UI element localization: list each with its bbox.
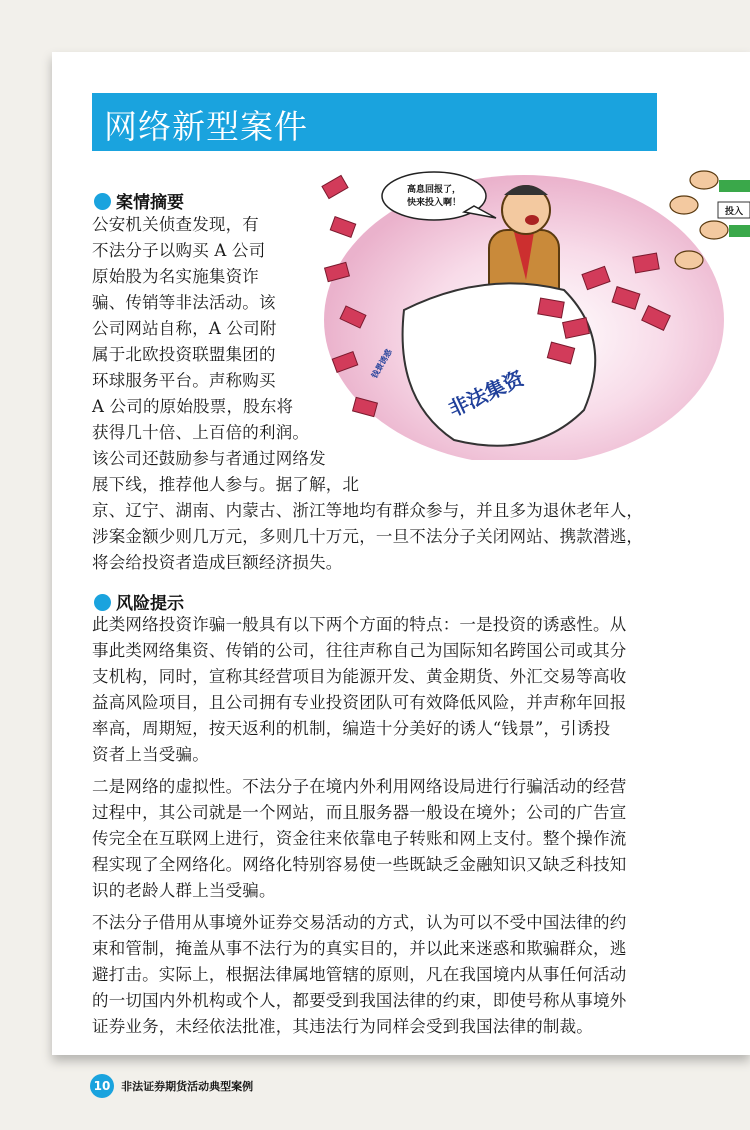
summary-line: 原始股为名实施集资诈 (92, 267, 259, 286)
risk-p3-line: 证券业务，未经依法批准，其违法行为同样会受到我国法律的制裁。 (92, 1017, 593, 1036)
page-footer (90, 1074, 253, 1098)
section-heading-risk (94, 589, 184, 614)
summary-line: 展下线，推荐他人参与。据了解，北 (92, 475, 360, 494)
bag-label: 非法集资 (444, 365, 528, 422)
speech-line-1: 高息回报了， (406, 185, 462, 195)
risk-p3-line: 避打击。实际上，根据法律属地管辖的原则，凡在我国境内从事任何活动 (92, 965, 627, 984)
risk-p2-line: 识的老龄人群上当受骗。 (92, 881, 276, 900)
risk-p2-line: 二是网络的虚拟性。不法分子在境内外利用网络设局进行行骗活动的经营 (92, 777, 627, 796)
summary-line: 骗、传销等非法活动。该 (92, 293, 276, 312)
risk-p1-line: 益高风险项目，且公司拥有专业投资团队可有效降低风险，并声称年回报 (92, 693, 627, 712)
sign-label: 投入 (724, 207, 744, 217)
page-number: 10 (90, 1074, 114, 1098)
risk-heading-text: 风险提示 (116, 594, 184, 614)
bullet-dot-icon (94, 193, 111, 210)
risk-p1-line: 资者上当受骗。 (92, 745, 209, 764)
summary-line: 公安机关侦查发现，有 (92, 215, 259, 234)
risk-p3-line: 的一切国内外机构或个人，都要受到我国法律的约束，即使号称从事境外 (92, 991, 627, 1010)
risk-p2-line: 过程中，其公司就是一个网站，而且服务器一般设在境外；公司的广告宣 (92, 803, 627, 822)
summary-line: 环球服务平台。声称购买 (92, 371, 276, 390)
risk-p1-line: 此类网络投资诈骗一般具有以下两个方面的特点：一是投资的诱惑性。从 (92, 615, 627, 634)
summary-line: 将会给投资者造成巨额经济损失。 (92, 553, 343, 572)
speech-line-2: 快来投入啊！ (406, 198, 462, 208)
summary-line: 不法分子以购买 A 公司 (92, 241, 266, 260)
risk-p1-line: 支机构，同时，宣称其经营项目为能源开发、黄金期货、外汇交易等高收 (92, 667, 627, 686)
summary-heading-text: 案情摘要 (116, 193, 184, 213)
page-title: 网络新型案件 (104, 107, 308, 146)
page (52, 52, 750, 1055)
summary-line: A 公司的原始股票，股东将 (92, 397, 294, 416)
book-title: 非法证券期货活动典型案例 (121, 1080, 254, 1093)
summary-line: 涉案金额少则几万元，多则几十万元，一旦不法分子关闭网站、携款潜逃， (92, 527, 644, 546)
summary-line: 京、辽宁、湖南、内蒙古、浙江等地均有群众参与，并且多为退休老年人， (92, 501, 644, 520)
section-heading-summary (94, 188, 184, 213)
risk-p1-line: 率高，周期短，按天返利的机制，编造十分美好的诱人“钱景”，引诱投 (92, 719, 611, 738)
risk-p3-line: 不法分子借用从事境外证券交易活动的方式，认为可以不受中国法律的约 (92, 913, 627, 932)
risk-p3-line: 束和管制，掩盖从事不法行为的真实目的，并以此来迷惑和欺骗群众，逃 (92, 939, 627, 958)
risk-p2-line: 传完全在互联网上进行，资金往来依靠电子转账和网上支付。整个操作流 (92, 829, 627, 848)
summary-line: 获得几十倍、上百倍的利润。 (92, 423, 310, 442)
title-bar (92, 93, 657, 151)
summary-line: 属于北欧投资联盟集团的 (92, 345, 276, 364)
summary-line: 该公司还鼓励参与者通过网络发 (92, 449, 326, 468)
summary-line: 公司网站自称，A 公司附 (92, 319, 277, 338)
illustration-illegal-fundraising (314, 160, 750, 460)
risk-p2-line: 程实现了全网络化。网络化特别容易使一些既缺乏金融知识又缺乏科技知 (92, 855, 627, 874)
risk-p1-line: 事此类网络集资、传销的公司，往往声称自己为国际知名跨国公司或其分 (92, 641, 627, 660)
bullet-dot-icon (94, 594, 111, 611)
bag-small-label: 钱景诱惑 (369, 347, 394, 380)
